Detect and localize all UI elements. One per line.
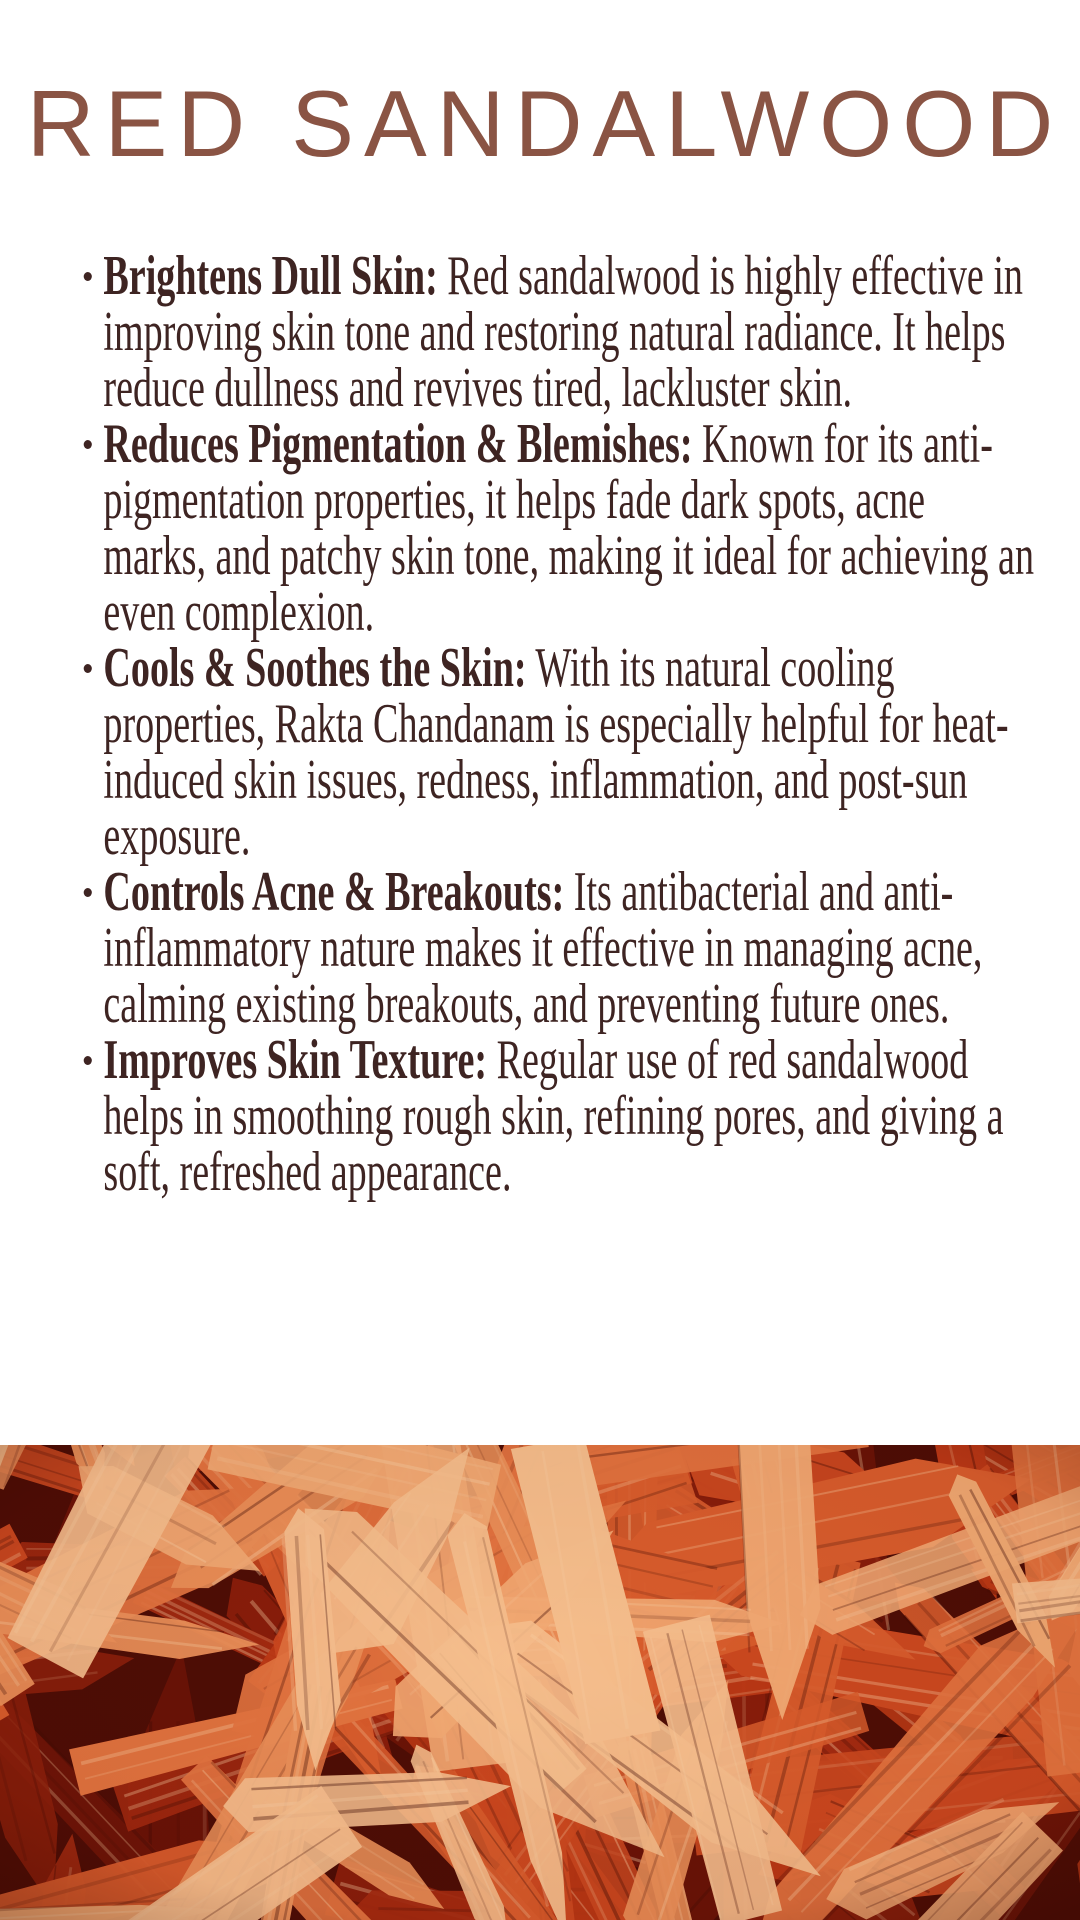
red-sandalwood-chips-photo	[0, 1445, 1080, 1920]
bullet-icon	[84, 1056, 92, 1065]
bullet-icon	[84, 664, 92, 673]
benefit-item-pigmentation	[83, 413, 1035, 643]
benefit-text: Known for its anti-pigmentation properties, it helps fade dark spots, acne marks, and patchy skin tone, making it ideal for achieving an even complexion.	[103, 413, 1034, 643]
benefit-heading: Cools & Soothes the Skin:	[103, 637, 527, 699]
wood-chips-illustration	[0, 1445, 1080, 1920]
benefit-heading: Improves Skin Texture:	[103, 1029, 488, 1091]
benefit-text: Red sandalwood is highly effective in improving skin tone and restoring natural radiance. It helps reduce dullness and revives tired, lackluster skin.	[103, 245, 1023, 419]
benefit-heading: Controls Acne & Breakouts:	[103, 861, 565, 923]
bullet-icon	[84, 440, 92, 449]
bullet-icon	[84, 888, 92, 897]
benefits-list	[83, 245, 1035, 1203]
benefit-heading: Brightens Dull Skin:	[103, 245, 438, 307]
benefit-item-texture	[83, 1029, 1035, 1203]
page-title: RED SANDALWOOD	[26, 71, 1064, 176]
bullet-icon	[84, 272, 92, 281]
benefit-heading: Reduces Pigmentation & Blemishes:	[103, 413, 693, 475]
benefit-text: With its natural cooling properties, Rakta Chandanam is especially helpful for heat-induced skin issues, redness, inflammation, and post-sun exposure.	[103, 637, 1009, 867]
benefit-item-cools	[83, 637, 1035, 867]
photo-vignette	[0, 1445, 1080, 1920]
benefit-text: Regular use of red sandalwood helps in smoothing rough skin, refining pores, and giving a soft, refreshed appearance.	[103, 1029, 1004, 1203]
benefit-item-brightens	[83, 245, 1035, 419]
benefit-text: Its antibacterial and anti-inflammatory nature makes it effective in managing acne, calming existing breakouts, and preventing future ones.	[103, 861, 983, 1035]
benefit-item-acne	[83, 861, 1035, 1035]
